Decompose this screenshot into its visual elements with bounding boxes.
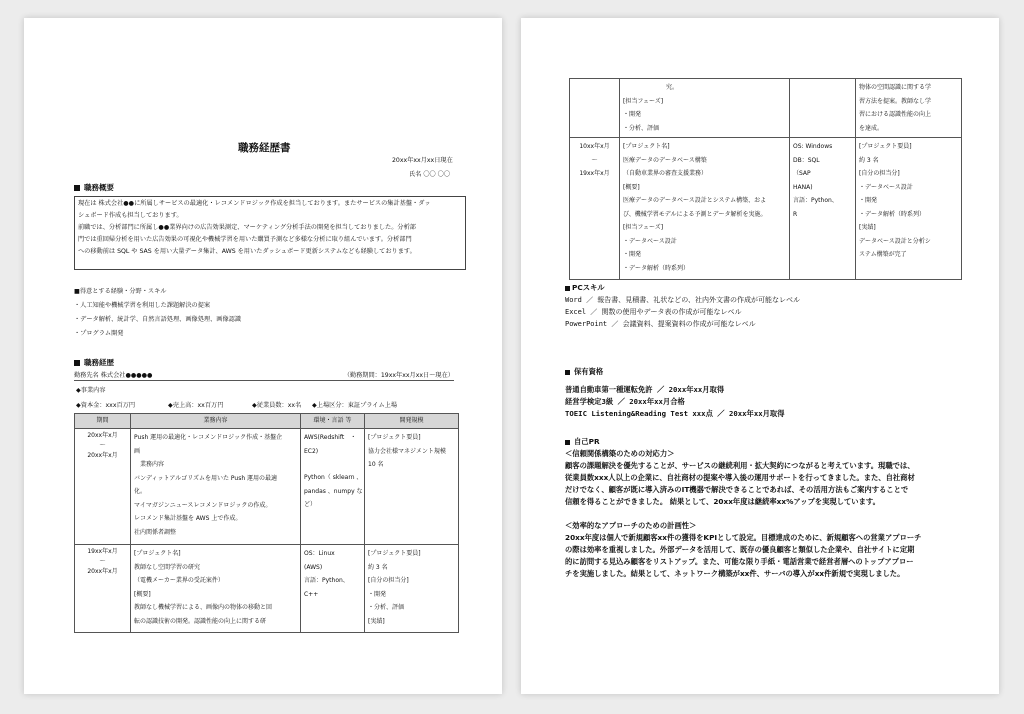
pr-line: だけでなく、顧客が既に導入済みのIT機器で解決できることであれば、その活用方法もご案内することで: [565, 485, 909, 494]
employer-line: [74, 371, 454, 381]
scale-cell: [プロジェクト要員] 約 3 名 [自分の担当分] ・データベース設計 ・開発 ・データ解析（時系列） [実績] データベース設計と分析シ ステム構築が完了: [856, 138, 962, 280]
pr-line: 的に訪問する見込み顧客をリストアップ。また、可能な限り手紙・電話営業で経営者層へのトップアプロー: [565, 557, 914, 566]
period-cell: 19xx年x月 ～ 20xx年x月: [75, 545, 131, 633]
column-header: 環境・言語 等: [301, 414, 365, 429]
period-cell: 20xx年x月 ～ 20xx年x月: [75, 429, 131, 545]
qualification-line: TOEIC Listening&Reading Test xxx点 ／ 20xx年xx月取得: [565, 409, 785, 418]
summary-line: 門では重回帰分析を用いた広告効果の可視化や機械学習を用いた購買予測など多様な分析に取り組んでいます。分析部門: [78, 236, 412, 243]
square-bullet-icon: [565, 440, 570, 445]
pr-line: 信頼を得ることができました。 結果として、20xx年度は継続率xx%アップを実現しています。: [565, 497, 880, 506]
pc-skills-heading: PCスキル: [565, 282, 800, 294]
qualification-line: 普通自動車第一種運転免許 ／ 20xx年xx月取得: [565, 385, 725, 394]
summary-box: [74, 196, 466, 270]
env-cell: [790, 79, 856, 138]
page-title: 職務経歴書: [238, 142, 291, 154]
table-header-row: [75, 414, 459, 429]
env-cell: OS: Windows DB：SQL （SAP HANA) 言語：Python、 R: [790, 138, 856, 280]
company-facts: [76, 401, 456, 410]
qualifications-section: [565, 366, 785, 420]
qualification-line: 経営学検定3級 ／ 20xx年xx月合格: [565, 397, 685, 406]
env-cell: OS：Linux (AWS) 言語：Python、 C++: [301, 545, 365, 633]
sales: ◆売上高：xx百万円: [168, 402, 224, 409]
pc-skill-line: PowerPoint ／ 会議資料、提案資料の作成が可能なレベル: [565, 320, 756, 328]
listing: ◆上場区分：東証プライム上場: [312, 402, 398, 409]
period-cell: 10xx年x月 ～ 19xx年x月: [570, 138, 620, 280]
square-bullet-icon: [74, 360, 80, 366]
summary-line: 前職では、分析部門に所属し●●業界向けの広告効果測定、マーケティング分析手法の開発を担当しておりました。分析部: [78, 224, 416, 231]
summary-line: への移動前は SQL や SAS を用い大量データ集計、AWS を用いたダッシュボード更新システムなども経験しております。: [78, 248, 416, 255]
career-table: [74, 413, 459, 633]
column-header: 期間: [75, 414, 131, 429]
column-header: 業務内容: [131, 414, 301, 429]
pr-subtitle: ＜信頼関係構築のための対応力＞: [565, 449, 675, 458]
pc-skill-line: Word ／ 報告書、見積書、礼状などの、社内外文書の作成が可能なレベル: [565, 296, 801, 304]
square-bullet-icon: [565, 370, 570, 375]
pr-line: 顧客の課題解決を優先することが、サービスの継続利用・拡大契約につながると考えています。現職では、: [565, 461, 915, 470]
table-row: [570, 79, 962, 138]
self-pr-section: [565, 436, 921, 580]
skills-section: [74, 285, 241, 341]
skill-item: ・プログラム開発: [74, 330, 124, 337]
column-header: 開発規模: [365, 414, 459, 429]
author-name: 氏名 〇〇 〇〇: [409, 171, 451, 178]
content-cell: 究。 [担当フェーズ] ・開発 ・分析、評価: [620, 79, 790, 138]
square-bullet-icon: [74, 185, 80, 191]
content-cell: [プロジェクト名] 教師なし空間学習の研究 （電機メーカー業界の受託案件） [概要] 教師なし機械学習による、画像内の物体の移動と回 転の認識技術の開発。認識性能の向上に関する研: [131, 545, 301, 633]
employment-period: （勤務期間：19xx年xx月xx日～現在）: [343, 372, 454, 379]
business-label: ◆事業内容: [76, 387, 106, 394]
employer-name: 勤務先名 株式会社●●●●●: [74, 372, 153, 379]
env-cell: AWS(Redshift ・ EC2) Python（ sklearn 、 pandas 、numpy な ど）: [301, 429, 365, 545]
career-table-continued: [569, 78, 962, 280]
summary-heading: 職務概要: [74, 182, 114, 193]
document-date: 20xx年xx月xx日現在: [392, 157, 453, 164]
scale-cell: 物体の空間認識に関する学 習方法を提案。教師なし学 習における認識性能の向上 を達成。: [856, 79, 962, 138]
career-heading: 職務経歴: [74, 357, 114, 368]
skill-item: ・データ解析、統計学、自然言語処理、画像処理、画像認識: [74, 316, 242, 323]
pr-subtitle: ＜効率的なアプローチのための計画性＞: [565, 521, 697, 530]
employees: ◆従業員数：xx名: [252, 402, 302, 409]
scale-cell: [プロジェクト要員] 約 3 名 [自分の担当分] ・開発 ・分析、評価 [実績]: [365, 545, 459, 633]
resume-page-2: [521, 18, 999, 694]
qualifications-heading: 保有資格: [565, 366, 785, 378]
skill-item: ・人工知能や機械学習を利用した課題解決の提案: [74, 302, 211, 309]
skills-heading: ■得意とする経験・分野・スキル: [74, 288, 167, 295]
pr-line: 従業員数xxx人以上の企業に、自社商材の提案や導入後の運用サポートを行ってきました。また、自社商材: [565, 473, 915, 482]
content-cell: [プロジェクト名] 医療データのデータベース構築 （自動車業界の審査支援業務） [概要] 医療データのデータベース設計とシステム構築、およ び、機械学習モデルによる予測とデータ解析を実施。 [担当フェーズ] ・データベース設計 ・開発 ・データ解析（時系列）: [620, 138, 790, 280]
summary-line: 現在は 株式会社●●に所属しサービスの最適化・レコメンドロジック作成を担当しております。またサービスの集計基盤・ダッ: [78, 200, 431, 207]
pr-line: 20xx年度は個人で新規顧客xx件の獲得をKPIとして設定。目標達成のために、新規顧客への営業アプローチ: [565, 533, 922, 542]
table-row: [75, 429, 459, 545]
pr-line: チを実施しました。結果として、ネットワーク構築がxx件、サーバの導入がxx件新規で実現しました。: [565, 569, 905, 578]
self-pr-heading: 自己PR: [565, 436, 921, 448]
summary-line: シュボード作成も担当しております。: [78, 212, 183, 219]
scale-cell: [プロジェクト要員] 協力会社様マネジメント規模 10 名: [365, 429, 459, 545]
pc-skill-line: Excel ／ 関数の使用やデータ表の作成が可能なレベル: [565, 308, 742, 316]
resume-page-1: [24, 18, 502, 694]
pr-line: の際は効率を重視しました。外部データを活用して、既存の優良顧客と類似した企業や、自社サイトに定期: [565, 545, 915, 554]
content-cell: Push 運用の最適化・レコメンドロジック作成・基盤企 画 業務内容 バンディットアルゴリズムを用いた Push 運用の最適 化。 マイマガジンニュースレコメンドロジックの作成。 レコメンド集計基盤を AWS 上で作成。 社内関係者調整: [131, 429, 301, 545]
table-row: [570, 138, 962, 280]
capital: ◆資本金：xxx百万円: [76, 402, 136, 409]
period-cell: [570, 79, 620, 138]
pc-skills-section: [565, 282, 800, 330]
table-row: [75, 545, 459, 633]
square-bullet-icon: [565, 286, 570, 291]
